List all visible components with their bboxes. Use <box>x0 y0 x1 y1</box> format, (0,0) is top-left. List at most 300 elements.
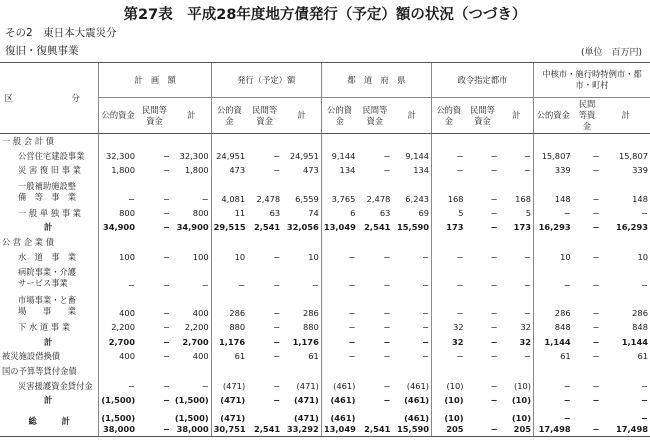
table-cell: 2,200 <box>99 320 137 335</box>
table-cell: − <box>641 280 648 291</box>
table-cell: − <box>432 250 466 265</box>
table-row <box>0 292 650 320</box>
table-cell: (10) <box>513 380 531 391</box>
table-cell: − <box>383 251 391 262</box>
table-cell: 29,515 <box>211 220 247 235</box>
table-row <box>0 364 650 379</box>
row-label: 計 <box>44 222 53 233</box>
table-cell: − <box>641 380 648 391</box>
table-cell <box>601 134 650 149</box>
table-cell: − <box>592 280 600 291</box>
table-cell: − <box>163 150 170 161</box>
table-cell: 32,300 <box>99 149 137 164</box>
table-cell: − <box>524 251 531 262</box>
table-cell: 61 <box>534 349 573 364</box>
subsection-heading: 復旧・復興事業 <box>5 45 79 57</box>
row-label: 計 <box>44 395 53 406</box>
table-cell: − <box>490 322 498 333</box>
column-header-sub3: 計 <box>172 98 211 134</box>
table-cell: 2,541 <box>247 408 282 437</box>
table-row <box>0 134 650 149</box>
table-cell <box>282 235 321 250</box>
table-cell <box>247 364 282 379</box>
table-row <box>0 235 650 250</box>
table-cell: 32 <box>520 322 531 333</box>
table-cell: 2,700 <box>99 335 137 350</box>
table-cell: − <box>383 322 391 333</box>
table-cell: − <box>592 165 600 176</box>
row-label: 計 <box>44 336 53 347</box>
table-cell: − <box>592 193 600 204</box>
row-label: 被災施設借換債 <box>2 351 61 362</box>
table-cell: 100 <box>192 251 209 262</box>
table-cell: − <box>321 335 357 350</box>
table-cell: − <box>466 408 500 437</box>
table-cell: − <box>490 193 498 204</box>
table-cell <box>282 364 321 379</box>
table-cell: 339 <box>534 163 573 178</box>
table-cell: − <box>383 308 391 319</box>
table-cell: − <box>163 193 170 204</box>
table-cell: 6,243 <box>405 193 430 204</box>
table-cell <box>392 364 431 379</box>
table-cell <box>466 235 500 250</box>
section-heading: その2 東日本大震災分 <box>5 27 117 39</box>
table-cell: 16,293 <box>534 220 573 235</box>
table-cell: (461) 13,049 <box>321 408 357 437</box>
table-cell: − <box>422 336 430 347</box>
table-row <box>0 335 650 350</box>
table-cell: 880 <box>211 320 247 335</box>
table-cell: 880 <box>303 322 319 333</box>
table-cell <box>282 134 321 149</box>
table-cell: − <box>490 308 498 319</box>
table-row <box>0 320 650 335</box>
table-cell: 848 <box>534 320 573 335</box>
table-cell: − <box>534 393 573 408</box>
row-header-kubun: 区 分 <box>0 63 99 134</box>
row-label: 市場事業・と畜 場 事 業 <box>18 295 77 317</box>
row-label: 災 害 復 旧 事 業 <box>18 165 81 176</box>
table-cell: (10) <box>432 393 466 408</box>
table-cell: 473 <box>303 165 319 176</box>
table-cell: − <box>592 207 600 218</box>
table-cell: 13,049 <box>321 220 357 235</box>
table-cell: 848 <box>632 322 648 333</box>
row-label: 一般補助施設整 備 等 事 業 <box>18 180 77 202</box>
table-cell: − <box>201 280 209 291</box>
table-cell: − <box>163 336 170 347</box>
column-header-sub2: 民間等資金 <box>137 98 172 134</box>
table-cell: 134 <box>413 165 430 176</box>
table-cell: − <box>490 395 498 406</box>
table-cell: 6,559 <box>295 193 319 204</box>
row-label: 水 道 事 業 <box>18 251 77 262</box>
table-cell <box>211 235 247 250</box>
table-cell: − <box>534 264 573 292</box>
table-cell: 339 <box>632 165 648 176</box>
table-cell <box>573 364 602 379</box>
table-cell: − <box>273 251 281 262</box>
table-cell: − 17,498 <box>601 408 650 437</box>
table-cell: 16,293 <box>615 222 648 233</box>
table-cell: − <box>490 380 498 391</box>
table-cell: 1,144 <box>534 335 573 350</box>
table-cell: − <box>163 395 170 406</box>
table-cell: 11 <box>211 206 247 221</box>
table-row <box>0 349 650 364</box>
table-cell: − <box>490 150 498 161</box>
table-row <box>0 220 650 235</box>
table-cell <box>357 235 392 250</box>
table-cell: − <box>99 379 137 394</box>
table-cell <box>321 235 357 250</box>
table-cell <box>357 364 392 379</box>
table-cell: − <box>383 280 391 291</box>
table-cell: − <box>490 280 498 291</box>
table-cell: − <box>432 163 466 178</box>
table-cell: − <box>432 264 466 292</box>
table-cell: (471) 33,292 <box>282 408 321 437</box>
table-cell: 61 <box>308 351 319 362</box>
table-cell <box>99 134 137 149</box>
table-cell: − <box>524 280 531 291</box>
row-label: 一 般 会 計 債 <box>2 136 55 146</box>
row-label: 一 般 単 独 事 業 <box>18 207 81 218</box>
table-cell: − <box>422 351 430 362</box>
table-cell: 148 <box>632 193 648 204</box>
table-cell: − <box>99 264 137 292</box>
table-cell <box>247 134 282 149</box>
table-cell: − <box>273 380 281 391</box>
table-cell: − <box>524 165 531 176</box>
table-cell: − <box>321 320 357 335</box>
table-cell: − <box>592 322 600 333</box>
table-cell: 74 <box>308 207 319 218</box>
table-cell <box>573 134 602 149</box>
table-cell: − <box>524 150 531 161</box>
table-cell: (10) 205 <box>500 408 534 437</box>
table-cell <box>392 235 431 250</box>
table-row <box>0 264 650 292</box>
table-cell: − <box>524 351 531 362</box>
table-cell: 63 <box>379 207 391 218</box>
table-cell: − <box>432 349 466 364</box>
table-cell: − <box>273 150 281 161</box>
table-cell: − <box>490 222 498 233</box>
table-cell: 400 <box>192 308 209 319</box>
table-cell: 61 <box>637 351 648 362</box>
table-cell <box>211 364 247 379</box>
table-cell: − <box>383 150 391 161</box>
table-cell: − <box>163 308 170 319</box>
table-cell: 63 <box>269 207 281 218</box>
table-cell: − <box>490 351 498 362</box>
table-cell: 1,800 <box>184 165 209 176</box>
table-cell: 34,900 <box>99 220 137 235</box>
table-cell <box>466 134 500 149</box>
table-cell: 9,144 <box>321 149 357 164</box>
row-label: 国の予算等貸付金債 <box>2 365 77 376</box>
table-cell: − <box>163 222 170 233</box>
table-cell: 2,478 <box>256 193 281 204</box>
table-cell: (10) <box>511 395 531 406</box>
group-header: 計 画 額 <box>99 63 211 98</box>
table-cell: (471) <box>293 395 319 406</box>
table-cell: 32 <box>432 335 466 350</box>
table-cell: − <box>383 165 391 176</box>
table-cell: 32,300 <box>179 150 209 161</box>
table-cell: − <box>422 251 430 262</box>
column-header-sub1: 公的資金 <box>534 98 573 134</box>
table-row <box>0 206 650 221</box>
table-cell <box>211 134 247 149</box>
column-header-sub2: 民間等資金 <box>573 98 602 134</box>
table-cell: − <box>383 395 391 406</box>
table-cell: − <box>383 351 391 362</box>
table-cell: − <box>592 336 600 347</box>
table-row <box>0 163 650 178</box>
table-cell: − <box>592 251 600 262</box>
table-cell <box>99 364 137 379</box>
table-cell <box>500 235 534 250</box>
table-cell: 173 <box>432 220 466 235</box>
table-cell: − <box>163 251 170 262</box>
column-header-sub1: 公的資金 <box>432 98 466 134</box>
table-cell: 69 <box>418 207 430 218</box>
table-cell: (1,500) 38,000 <box>172 408 211 437</box>
table-cell: − <box>273 351 281 362</box>
table-cell: 473 <box>211 163 247 178</box>
table-cell <box>573 235 602 250</box>
table-cell: (471) 30,751 <box>211 408 247 437</box>
table-cell: 15,807 <box>534 149 573 164</box>
table-cell: (461) <box>321 393 357 408</box>
group-header: 都 道 府 県 <box>321 63 431 98</box>
table-cell: 400 <box>99 292 137 320</box>
table-cell <box>321 134 357 149</box>
table-cell: 61 <box>211 349 247 364</box>
group-header: 発行（予定）額 <box>211 63 321 98</box>
table-title: 第27表 平成28年度地方債発行（予定）額の状況（つづき） <box>123 7 527 23</box>
column-header-sub2: 民間等資金 <box>247 98 282 134</box>
table-cell: − <box>641 395 648 406</box>
table-cell: 10 <box>534 250 573 265</box>
table-cell: − <box>163 351 170 362</box>
table-cell <box>137 134 172 149</box>
table-cell: 24,951 <box>211 149 247 164</box>
table-cell <box>500 134 534 149</box>
table-cell <box>432 235 466 250</box>
table-cell: 1,144 <box>621 336 648 347</box>
table-cell: 2,541 <box>364 222 391 233</box>
row-label: 下 水 道 事 業 <box>18 322 71 333</box>
table-row <box>0 408 650 437</box>
table-cell: − <box>422 308 430 319</box>
table-cell: − <box>534 379 573 394</box>
column-header-sub1: 公的資金 <box>321 98 357 134</box>
table-cell: (1,500) 38,000 <box>99 408 137 437</box>
column-header-sub3: 計 <box>500 98 534 134</box>
table-cell <box>357 134 392 149</box>
table-cell <box>432 364 466 379</box>
table-header <box>0 63 650 134</box>
table-cell <box>534 235 573 250</box>
table-cell: − <box>273 280 281 291</box>
table-cell: 15,590 <box>397 222 430 233</box>
table-cell: (1,500) <box>174 395 209 406</box>
table-cell <box>466 364 500 379</box>
column-header-sub3: 計 <box>601 98 650 134</box>
table-cell: − <box>490 165 498 176</box>
table-cell: 148 <box>534 178 573 206</box>
table-cell: − <box>490 207 498 218</box>
table-cell: − <box>422 322 430 333</box>
table-cell: 5 <box>432 206 466 221</box>
table-cell: 286 <box>211 292 247 320</box>
table-cell: (1,500) <box>99 393 137 408</box>
table-cell: − <box>422 280 430 291</box>
table-cell: (461) <box>321 379 357 394</box>
table-cell: − 17,498 <box>534 408 573 437</box>
table-cell: − <box>383 380 391 391</box>
table-cell: − <box>641 207 648 218</box>
table-cell: − <box>592 395 600 406</box>
table-cell: 10 <box>211 250 247 265</box>
table-cell: − <box>163 165 170 176</box>
table-cell: − <box>201 380 209 391</box>
table-cell: − <box>137 408 172 437</box>
table-cell: 3,765 <box>321 178 357 206</box>
table-row <box>0 178 650 206</box>
table-cell: − <box>490 336 498 347</box>
table-cell: − <box>321 349 357 364</box>
group-header: 中核市・施行時特例市・都市・町村 <box>534 63 650 98</box>
column-header-sub3: 計 <box>282 98 321 134</box>
table-cell <box>500 364 534 379</box>
table-cell: 32 <box>432 320 466 335</box>
table-cell <box>392 134 431 149</box>
table-cell: 4,081 <box>211 178 247 206</box>
table-row <box>0 393 650 408</box>
table-cell: 800 <box>192 207 209 218</box>
table-cell: − <box>592 222 600 233</box>
table-cell: (461) <box>406 380 430 391</box>
row-label: 公 営 企 業 債 <box>2 236 55 247</box>
table-cell: − <box>592 150 600 161</box>
table-cell: (471) <box>211 379 247 394</box>
table-cell: 800 <box>99 206 137 221</box>
table-row <box>0 149 650 164</box>
column-header-sub2: 民間等資金 <box>357 98 392 134</box>
table-cell: − <box>534 206 573 221</box>
table-cell: 15,807 <box>618 150 648 161</box>
table-cell: 2,541 <box>357 408 392 437</box>
row-label: 総 計 <box>0 408 99 437</box>
table-cell: 9,144 <box>405 150 430 161</box>
table-cell <box>321 364 357 379</box>
table-cell: 32 <box>519 336 531 347</box>
table-cell: (461) 15,590 <box>392 408 431 437</box>
table-cell: − <box>321 250 357 265</box>
column-header-sub3: 計 <box>392 98 431 134</box>
table-cell: − <box>273 336 281 347</box>
row-label: 公営住宅建設事業 <box>18 150 85 161</box>
table-cell: − <box>273 165 281 176</box>
table-body <box>0 134 650 437</box>
table-cell: − <box>163 380 170 391</box>
table-cell: − <box>592 380 600 391</box>
bond-issuance-table <box>0 62 650 437</box>
row-label: 病院事業・介護 サービス事業 <box>18 267 77 289</box>
table-cell: (10) <box>432 379 466 394</box>
table-cell <box>172 134 211 149</box>
table-cell: 173 <box>513 222 531 233</box>
table-cell: − <box>592 351 600 362</box>
table-cell: − <box>383 336 391 347</box>
table-cell: 34,900 <box>176 222 209 233</box>
table-cell: 2,700 <box>182 336 209 347</box>
table-cell: 6 <box>321 206 357 221</box>
table-cell: 100 <box>99 250 137 265</box>
table-cell <box>432 134 466 149</box>
table-cell: − <box>99 178 137 206</box>
table-cell: 400 <box>192 351 209 362</box>
table-cell: − <box>490 251 498 262</box>
table-cell: 5 <box>525 207 531 218</box>
table-cell: − <box>163 280 170 291</box>
table-cell: (471) <box>211 393 247 408</box>
table-cell: − <box>592 308 600 319</box>
table-cell: − <box>273 322 281 333</box>
table-cell: − <box>201 193 209 204</box>
table-cell: 32,056 <box>286 222 319 233</box>
table-cell: (10) 205 <box>432 408 466 437</box>
table-cell: 286 <box>534 292 573 320</box>
row-label: 災害援護資金貸付金 <box>18 380 93 391</box>
table-cell: − <box>321 292 357 320</box>
table-cell: 400 <box>99 349 137 364</box>
group-header: 政令指定都市 <box>432 63 534 98</box>
table-cell: 1,800 <box>99 163 137 178</box>
column-header-sub1: 公的資金 <box>99 98 137 134</box>
table-cell: (471) <box>296 380 319 391</box>
table-row <box>0 379 650 394</box>
table-cell: 10 <box>308 251 319 262</box>
table-cell: 2,478 <box>366 193 391 204</box>
table-cell <box>247 235 282 250</box>
table-cell: − <box>524 308 531 319</box>
table-cell: 168 <box>515 193 531 204</box>
table-cell: 286 <box>632 308 648 319</box>
table-cell <box>601 235 650 250</box>
table-cell <box>172 364 211 379</box>
table-cell: − <box>211 264 247 292</box>
table-cell: − <box>163 322 170 333</box>
table-cell: − <box>321 264 357 292</box>
table-cell <box>601 364 650 379</box>
table-cell: − <box>273 395 281 406</box>
table-cell <box>172 235 211 250</box>
table-cell: 24,951 <box>289 150 319 161</box>
unit-label: (単位 百万円) <box>580 48 642 58</box>
table-cell: 10 <box>637 251 648 262</box>
table-cell: 2,200 <box>184 322 209 333</box>
table-cell: 1,176 <box>292 336 319 347</box>
table-cell <box>137 364 172 379</box>
table-cell <box>534 364 573 379</box>
table-cell: − <box>432 149 466 164</box>
